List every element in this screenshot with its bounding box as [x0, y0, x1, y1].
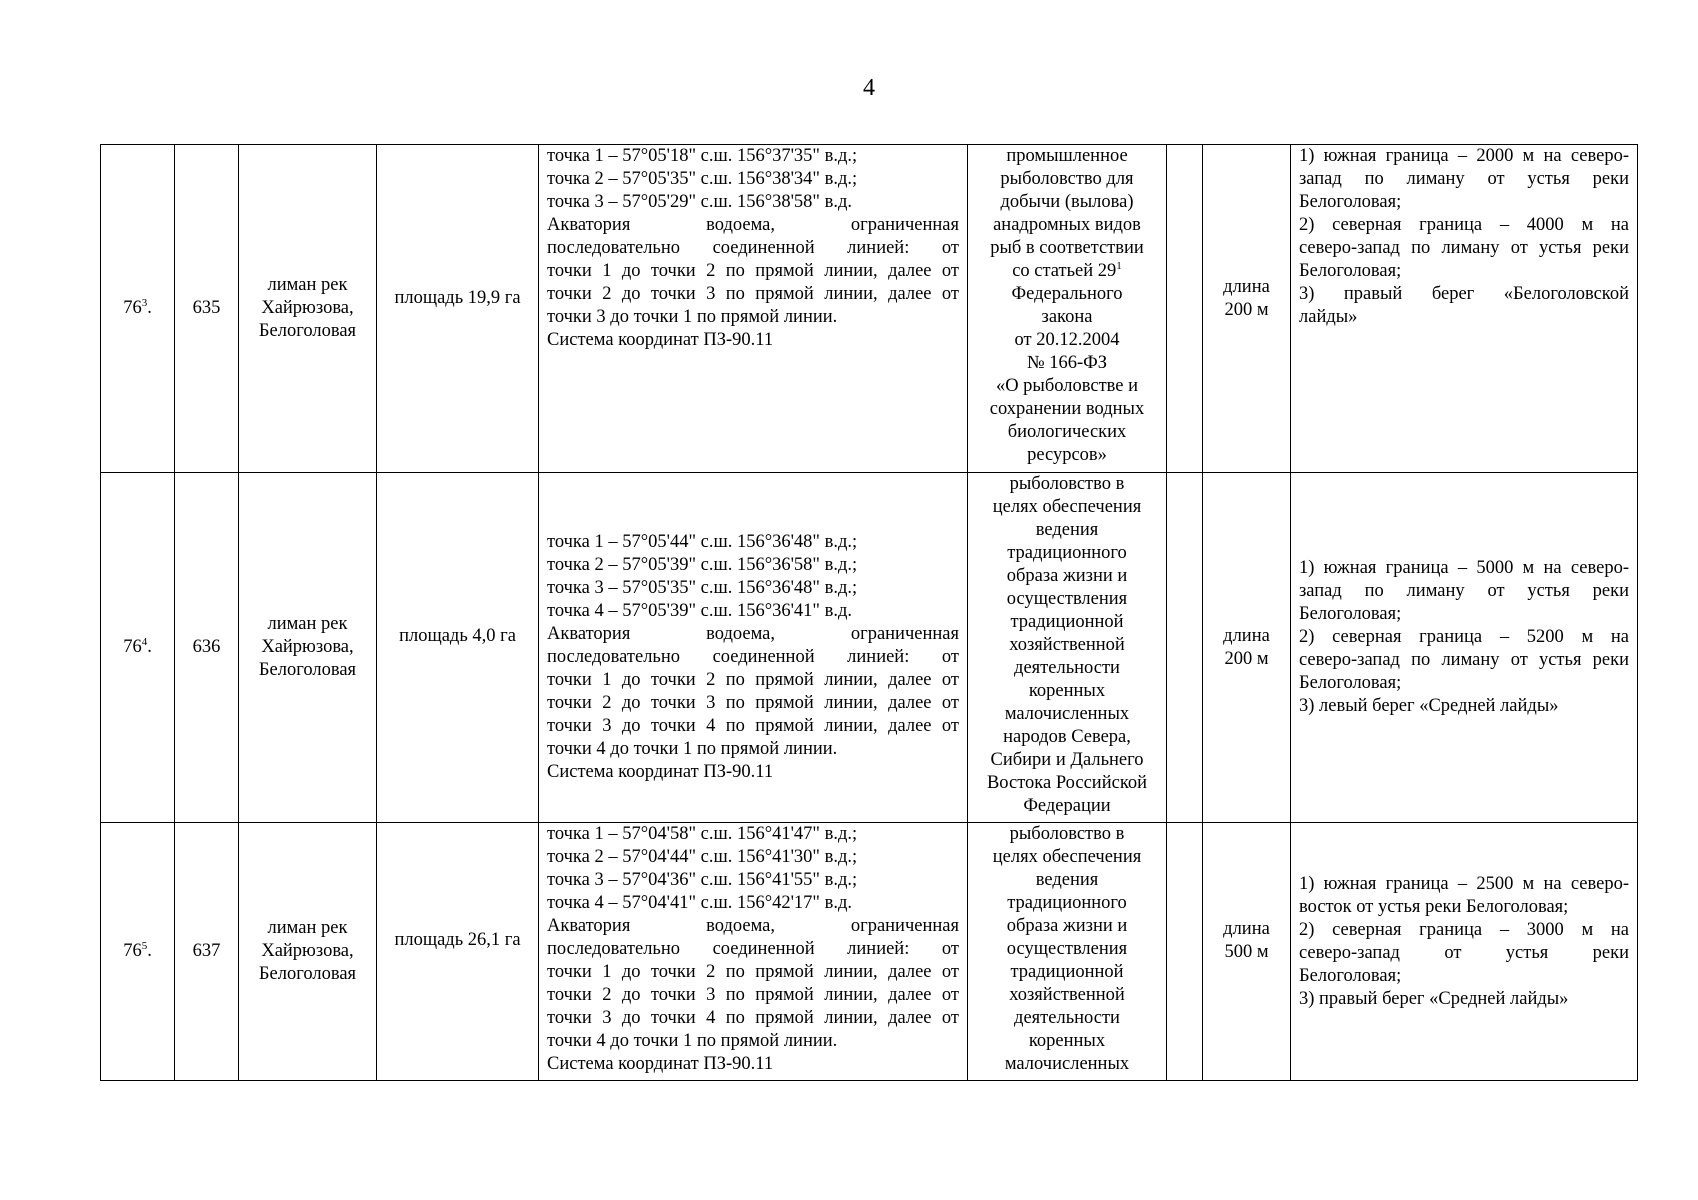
boundaries-cell: 1) южная граница – 2000 м на северо- запад по лиману от устья реки Белоголовая; 2) северная граница – 4000 м на северо-запад по лиману от устья реки Белоголовая; 3) правый берег «Белоголовской лайды»: [1291, 145, 1638, 473]
length-cell: длина 200 м: [1203, 473, 1291, 823]
area-size-cell: площадь 26,1 га: [377, 823, 539, 1081]
purpose-cell: рыболовство в целях обеспечения ведения традиционного образа жизни и осуществления традиционной хозяйственной деятельности коренных малочисленных: [968, 823, 1167, 1081]
water-body-name-cell: лиман рек Хайрюзова, Белоголовая: [239, 145, 377, 473]
water-body-name-cell: лиман рек Хайрюзова, Белоголовая: [239, 823, 377, 1081]
page-number: 4: [863, 75, 875, 101]
water-body-name-cell: лиман рек Хайрюзова, Белоголовая: [239, 473, 377, 823]
coordinates-cell: точка 1 – 57°05'44" с.ш. 156°36'48" в.д.; точка 2 – 57°05'39" с.ш. 156°36'58" в.д.; точка 3 – 57°05'35" с.ш. 156°36'48" в.д.; точка 4 – 57°05'39" с.ш. 156°36'41" в.д. Акватория водоема, ограниченная последовательно соединенной линией: от точки 1 до точки 2 по прямой линии, далее от точки 2 до точки 3 по прямой линии, далее от точки 3 до точки 4 по прямой линии, далее от точки 4 до точки 1 по прямой линии. Система координат ПЗ-90.11: [539, 473, 968, 823]
length-cell: длина 500 м: [1203, 823, 1291, 1081]
area-code-cell: 637: [175, 823, 239, 1081]
table-row: [101, 473, 1638, 823]
area-code-cell: 635: [175, 145, 239, 473]
area-code-cell: 636: [175, 473, 239, 823]
fishing-areas-table: [100, 144, 1638, 1081]
purpose-cell: промышленное рыболовство для добычи (вылова) анадромных видов рыб в соответствии со статьей $29^1$ Федерального закона от 20.12.2004 № 166-ФЗ «О рыболовстве и сохранении водных биологических ресурсов»: [968, 145, 1167, 473]
coordinates-cell: точка 1 – 57°04'58" с.ш. 156°41'47" в.д.; точка 2 – 57°04'44" с.ш. 156°41'30" в.д.; точка 3 – 57°04'36" с.ш. 156°41'55" в.д.; точка 4 – 57°04'41" с.ш. 156°42'17" в.д. Акватория водоема, ограниченная последовательно соединенной линией: от точки 1 до точки 2 по прямой линии, далее от точки 2 до точки 3 по прямой линии, далее от точки 3 до точки 4 по прямой линии, далее от точки 4 до точки 1 по прямой линии. Система координат ПЗ-90.11: [539, 823, 968, 1081]
row-number-cell: $76^4$.: [101, 473, 175, 823]
table-row: [101, 823, 1638, 1081]
boundaries-cell: 1) южная граница – 5000 м на северо- запад по лиману от устья реки Белоголовая; 2) северная граница – 5200 м на северо-запад по лиману от устья реки Белоголовая; 3) левый берег «Средней лайды»: [1291, 473, 1638, 823]
purpose-cell: рыболовство в целях обеспечения ведения традиционного образа жизни и осуществления традиционной хозяйственной деятельности коренных малочисленных народов Севера, Сибири и Дальнего Востока Российской Федерации: [968, 473, 1167, 823]
area-size-cell: площадь 4,0 га: [377, 473, 539, 823]
row-number-cell: $76^3$.: [101, 145, 175, 473]
empty-cell: [1167, 145, 1203, 473]
empty-cell: [1167, 823, 1203, 1081]
boundaries-cell: 1) южная граница – 2500 м на северо- восток от устья реки Белоголовая; 2) северная граница – 3000 м на северо-запад от устья реки Белоголовая; 3) правый берег «Средней лайды»: [1291, 823, 1638, 1081]
row-number-cell: $76^5$.: [101, 823, 175, 1081]
table-row: [101, 145, 1638, 473]
coordinates-cell: точка 1 – 57°05'18" с.ш. 156°37'35" в.д.; точка 2 – 57°05'35" с.ш. 156°38'34" в.д.; точка 3 – 57°05'29" с.ш. 156°38'58" в.д. Акватория водоема, ограниченная последовательно соединенной линией: от точки 1 до точки 2 по прямой линии, далее от точки 2 до точки 3 по прямой линии, далее от точки 3 до точки 1 по прямой линии. Система координат ПЗ-90.11: [539, 145, 968, 473]
length-cell: длина 200 м: [1203, 145, 1291, 473]
area-size-cell: площадь 19,9 га: [377, 145, 539, 473]
empty-cell: [1167, 473, 1203, 823]
